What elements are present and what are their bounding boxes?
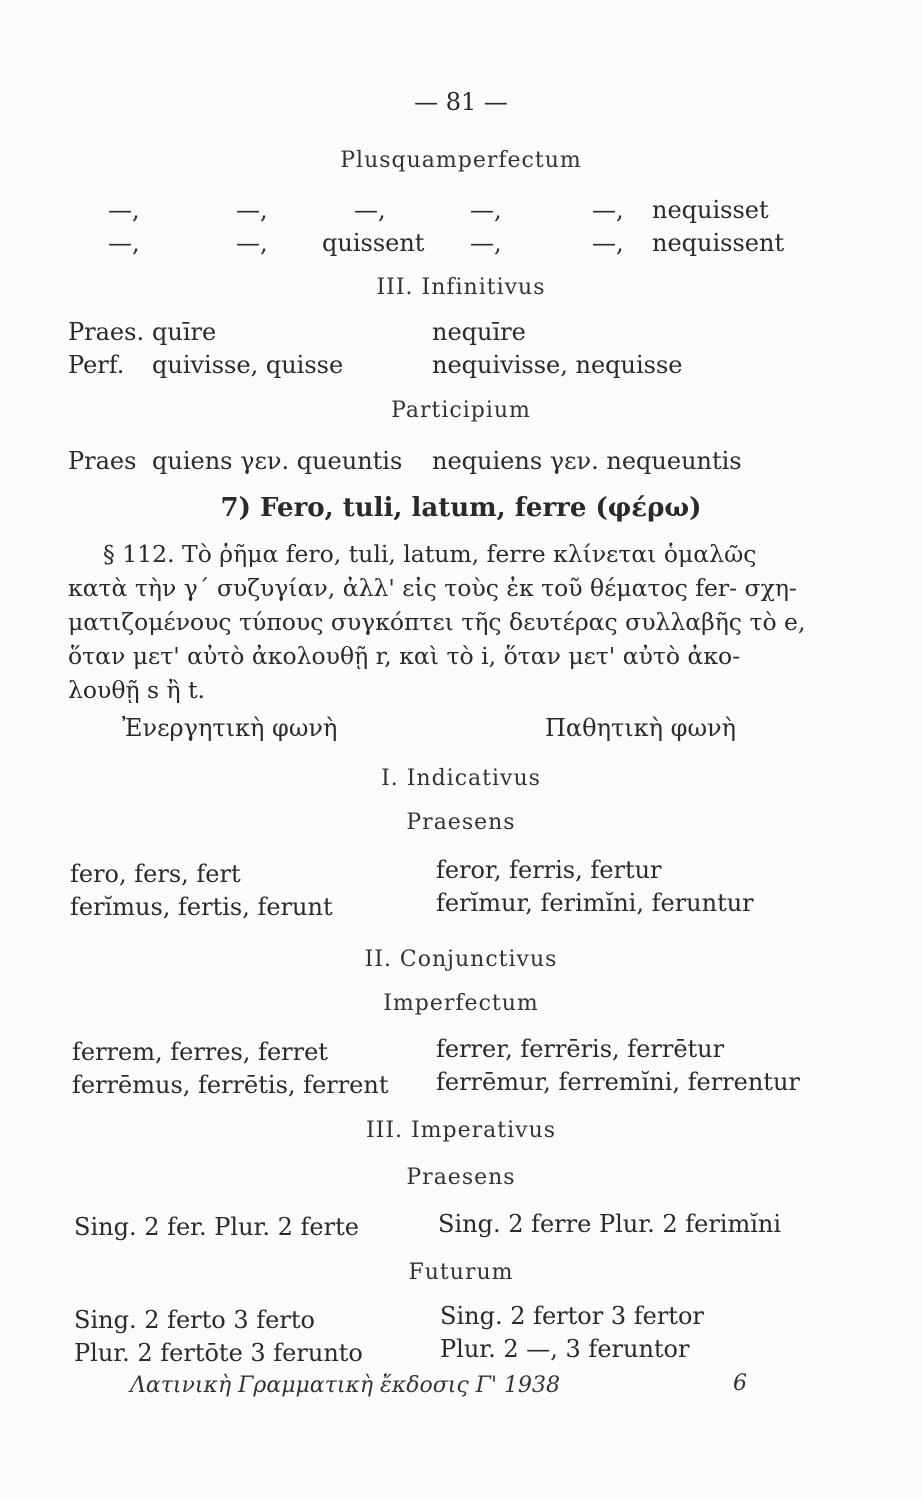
indicative-passive-line-1: feror, ferris, fertur — [436, 856, 662, 884]
footer-sheet-number: 6 — [733, 1371, 747, 1396]
imperativus-heading: III. Imperativus — [365, 1118, 557, 1143]
participle-label: Praes — [68, 447, 137, 475]
perfect-infinitive-negative: nequivisse, nequisse — [432, 351, 683, 379]
cell: —, — [470, 229, 502, 257]
paragraph-line-4: ὅταν μετ' αὐτὸ ἀκολουθῇ r, καὶ τὸ i, ὅταν μετ' αὐτὸ ἀκο- — [68, 642, 741, 670]
cell: —, — [354, 196, 386, 224]
indicative-active-line-1: fero, fers, fert — [70, 860, 241, 888]
cell: —, — [236, 196, 268, 224]
conjunctive-passive-line-2: ferrēmur, ferremĭni, ferrentur — [436, 1068, 800, 1096]
imperativus-tense-praesens: Praesens — [406, 1165, 516, 1190]
imperativus-tense-futurum: Futurum — [408, 1260, 514, 1285]
active-voice-heading: Ἐνεργητικὴ φωνὴ — [122, 714, 338, 742]
cell: nequissent — [652, 229, 785, 257]
cell: —, — [108, 196, 140, 224]
footer-book-info: Λατινικὴ Γραμματικὴ ἔκδοσις Γ' 1938 — [130, 1373, 561, 1398]
conjunctivus-heading: II. Conjunctivus — [364, 947, 558, 972]
paragraph-line-1: § 112. Τὸ ῥῆμα fero, tuli, latum, ferre κλίνεται ὁμαλῶς — [103, 540, 757, 568]
indicativus-heading: I. Indicativus — [381, 766, 541, 791]
paragraph-line-2: κατὰ τὴν γ΄ συζυγίαν, ἀλλ' εἰς τοὺς ἐκ τοῦ θέματος fer- σχη- — [68, 574, 797, 602]
participium-heading: Participium — [391, 398, 531, 423]
passive-voice-heading: Παθητικὴ φωνὴ — [545, 714, 737, 742]
plusquamperfectum-heading: Plusquamperfectum — [340, 148, 582, 173]
conjunctive-active-line-1: ferrem, ferres, ferret — [72, 1038, 328, 1066]
infinitivus-heading: III. Infinitivus — [376, 275, 546, 300]
indicative-active-line-2: ferĭmus, fertis, ferunt — [70, 893, 333, 921]
participle-negative: nequiens γεν. nequeuntis — [432, 447, 742, 475]
imperative-futurum-passive-line-1: Sing. 2 fertor 3 fertor — [440, 1302, 704, 1330]
cell: —, — [236, 229, 268, 257]
conjunctive-passive-line-1: ferrer, ferrēris, ferrētur — [436, 1035, 725, 1063]
paragraph-line-5: λουθῇ s ἢ t. — [68, 676, 206, 704]
cell: —, — [470, 196, 502, 224]
infinitive-active: quīre — [152, 318, 217, 346]
infinitive-negative: nequīre — [432, 318, 526, 346]
indicativus-tense: Praesens — [406, 810, 516, 835]
section-title: 7) Fero, tuli, latum, ferre (φέρω) — [220, 493, 702, 523]
cell: quissent — [322, 229, 425, 257]
conjunctive-active-line-2: ferrēmus, ferrētis, ferrent — [72, 1071, 389, 1099]
page-number: — 81 — — [414, 88, 508, 116]
perfect-infinitive-active: quivisse, quisse — [152, 351, 344, 379]
imperative-praesens-active: Sing. 2 fer. Plur. 2 ferte — [74, 1213, 359, 1241]
imperative-praesens-passive: Sing. 2 ferre Plur. 2 ferimĭni — [438, 1210, 782, 1238]
indicative-passive-line-2: ferĭmur, ferimĭni, feruntur — [436, 889, 754, 917]
participle-active: quiens γεν. queuntis — [152, 447, 403, 475]
imperative-futurum-active-line-2: Plur. 2 fertōte 3 ferunto — [74, 1339, 363, 1367]
imperative-futurum-active-line-1: Sing. 2 ferto 3 ferto — [74, 1306, 315, 1334]
praes-label: Praes. — [68, 318, 145, 346]
cell: —, — [108, 229, 140, 257]
paragraph-line-3: ματιζομένους τύπους συγκόπτει τῆς δευτέρας συλλαβῆς τὸ e, — [68, 608, 806, 636]
cell: nequisset — [652, 196, 769, 224]
cell: —, — [592, 196, 624, 224]
cell: —, — [592, 229, 624, 257]
perf-label: Perf. — [68, 351, 125, 379]
imperative-futurum-passive-line-2: Plur. 2 —, 3 feruntor — [440, 1335, 690, 1363]
conjunctivus-tense: Imperfectum — [383, 991, 539, 1016]
